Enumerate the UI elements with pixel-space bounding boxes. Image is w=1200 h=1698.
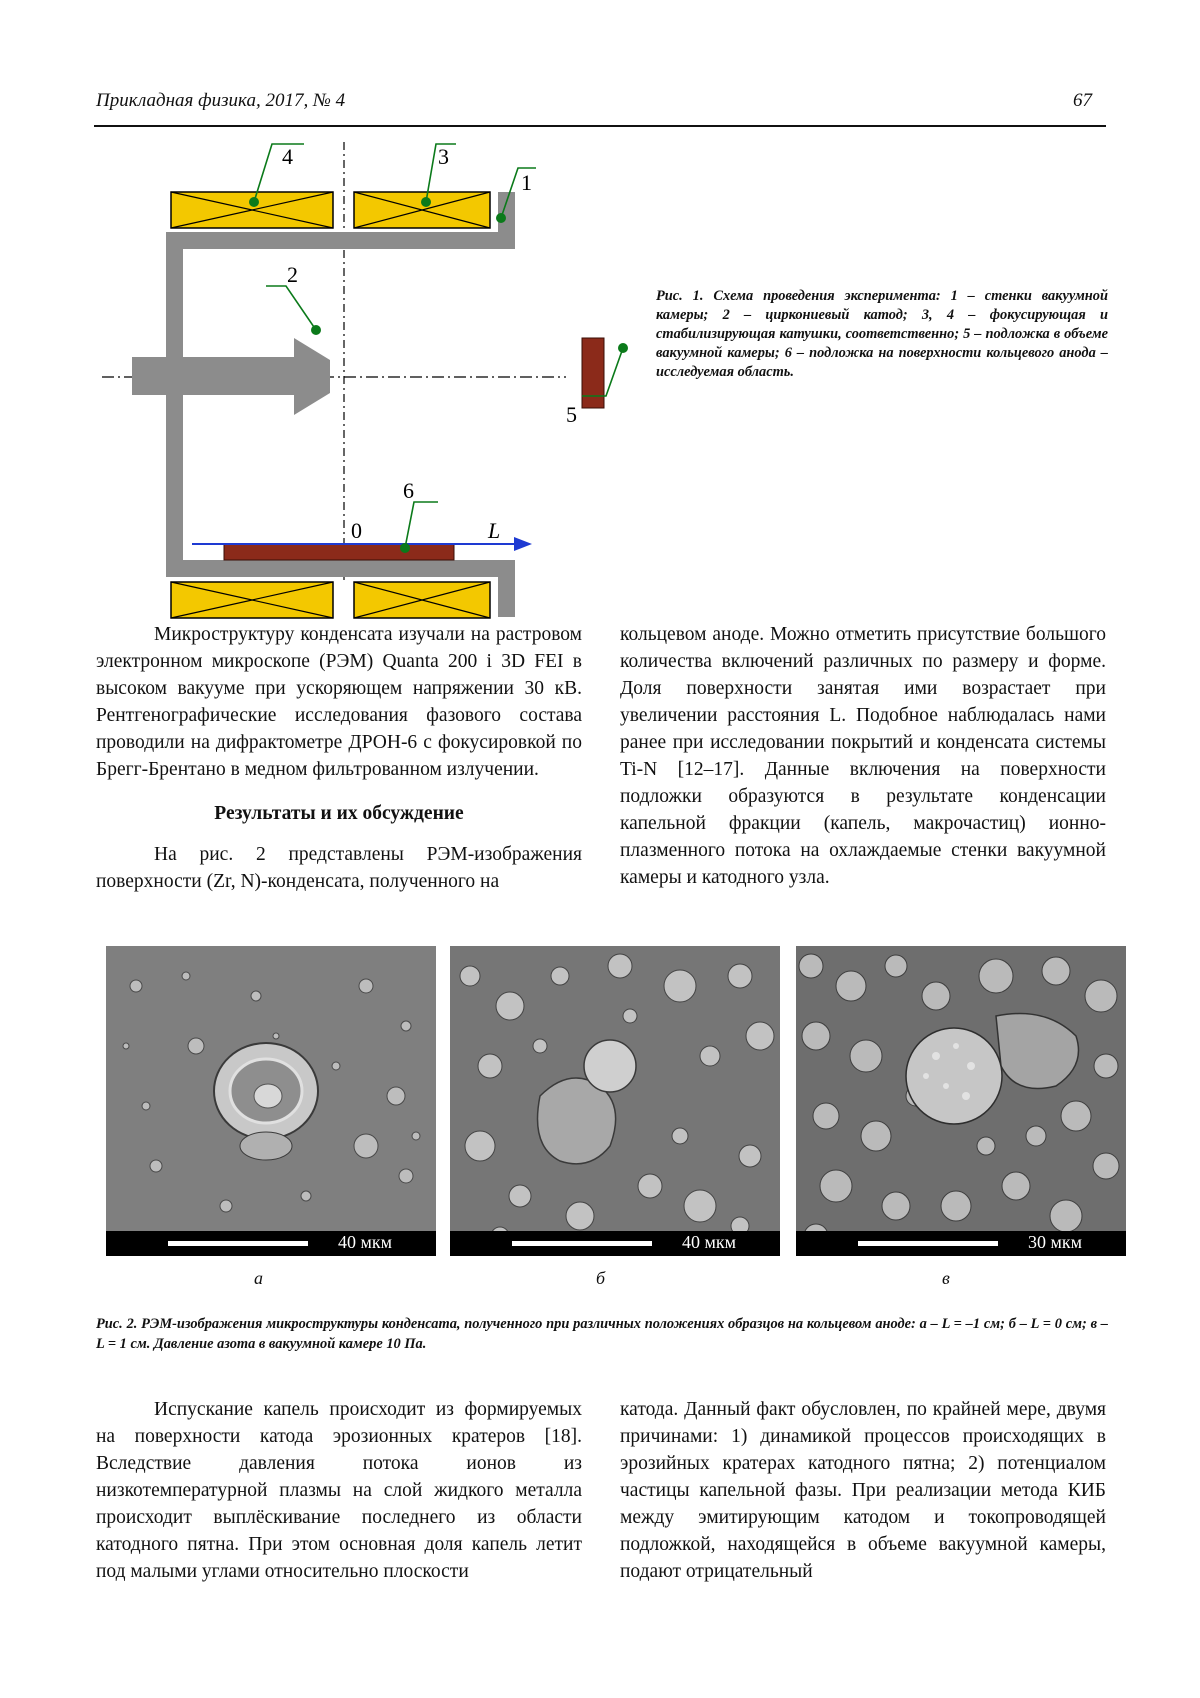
paragraph: Испускание капель происходит из формируемых на поверхности катода эрозионных кратеров [18]. Вследствие давления потока ионов из низкотемпературной плазмы на слой жидкого металла происходит выплёскивание последнего из области катодного пятна. При этом основная доля капель летит под малыми углами относительно плоскости xyxy=(96,1399,582,1582)
coil-4-bottom xyxy=(171,582,333,618)
sem-image-c xyxy=(796,946,1126,1256)
text-column-right-2 xyxy=(620,1396,1106,1585)
page-number: 67 xyxy=(1073,90,1092,111)
label-6: 6 xyxy=(403,478,414,503)
figure-2-caption: Рис. 2. РЭМ-изображения микроструктуры конденсата, полученного при различных положениях образцов на кольцевом аноде: а – L = –1 см; б – L = 0 см; в – L = 1 см. Давление азота в вакуумной камере 10 Па. xyxy=(96,1316,1108,1352)
text-column-left-1 xyxy=(96,621,582,895)
figure-1-caption: Рис. 1. Схема проведения эксперимента: 1 – стенки вакуумной камеры; 2 – циркониевый катод; 3, 4 – фокусирующая и стабилизирующая катушки, соответственно; 5 – подложка в объеме вакуумной камеры; 6 – подложка на поверхности кольцевого анода – исследуемая область. xyxy=(656,288,1108,380)
panel-label-a: а xyxy=(254,1268,263,1288)
journal-title: Прикладная физика, 2017, № 4 xyxy=(96,90,346,111)
zirconium-cathode xyxy=(294,338,330,415)
paragraph: катода. Данный факт обусловлен, по крайней мере, двумя причинами: 1) динамикой процессов происходящих в эрозийных кратерах катодного пятна; 2) потенциалом частицы капельной фазы. При реализации метода КИБ между эмитирующим катодом и токопроводящей подложкой, находящейся в объеме вакуумной камеры, подают отрицательный xyxy=(620,1399,1106,1582)
coil-3-top xyxy=(354,192,490,228)
sem-image-b xyxy=(450,946,780,1256)
sem-image-a xyxy=(106,946,436,1256)
label-1: 1 xyxy=(521,170,532,195)
axis-label-l: L xyxy=(488,518,501,543)
paragraph: На рис. 2 представлены РЭМ-изображения поверхности (Zr, N)-конденсата, полученного на xyxy=(96,844,582,892)
label-5: 5 xyxy=(566,402,577,427)
coil-3-bottom xyxy=(354,582,490,618)
label-2: 2 xyxy=(287,262,298,287)
cathode-rod xyxy=(132,357,316,395)
scale-bar: 40 мкм xyxy=(450,1231,780,1256)
coil-4-top xyxy=(171,192,333,228)
l-axis-arrowhead xyxy=(514,537,532,551)
text-column-left-2 xyxy=(96,1396,582,1585)
scale-bar: 30 мкм xyxy=(796,1231,1126,1256)
paragraph: кольцевом аноде. Можно отметить присутствие большого количества включений различных по размеру и форме. Доля поверхности занятая ими возрастает при увеличении расстояния L. Подобное наблюдалась нами ранее при исследовании покрытий и конденсата системы Ti-N [12–17]. Данные включения на поверхности подложки образуются в результате конденсации капельной фракции (капель, макрочастиц) ионно-плазменного потока на охлаждаемые стенки вакуумной камеры и катодного узла. xyxy=(620,624,1106,888)
scale-bar: 40 мкм xyxy=(106,1231,436,1256)
text-column-right-1 xyxy=(620,621,1106,891)
origin-label: 0 xyxy=(351,518,362,543)
paragraph: Микроструктуру конденсата изучали на растровом электронном микроскопе (РЭМ) Quanta 200 i 3D FEI в высоком вакууме при ускоряющем напряжении 30 кВ. Рентгенографические исследования фазового состава проводили на дифрактометре ДРОН-6 с фокусировкой по Брегг-Брентано в медном фильтрованном излучении. xyxy=(96,624,582,780)
label-3: 3 xyxy=(438,144,449,169)
label-4: 4 xyxy=(282,144,293,169)
panel-label-c: в xyxy=(942,1268,950,1288)
experiment-scheme-diagram xyxy=(96,140,577,580)
large-droplet xyxy=(906,1028,1002,1124)
panel-label-b: б xyxy=(596,1268,606,1288)
section-heading: Результаты и их обсуждение xyxy=(214,803,464,824)
substrate-6 xyxy=(224,544,454,560)
header-rule xyxy=(94,125,1106,127)
substrate-5 xyxy=(582,338,604,408)
